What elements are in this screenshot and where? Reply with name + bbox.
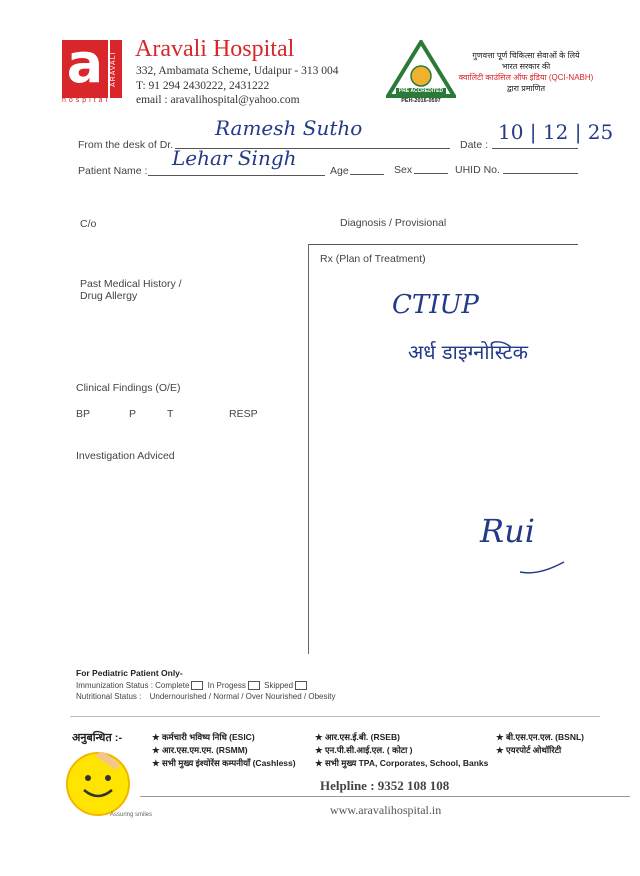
affiliation-rseb: ★ आर.एस.ई.बी. (RSEB) (315, 732, 400, 742)
patient-name-line (148, 175, 325, 176)
affiliation-airport: ★ एयरपोर्ट ओथॉरिटी (496, 745, 562, 755)
doctor-signature: Rui (480, 512, 535, 550)
immunization-row (76, 681, 309, 690)
affiliation-cashless: ★ सभी मुख्य इंश्योरेंस कम्पनीयॉं (Cashless) (152, 758, 296, 768)
rx-divider (308, 244, 309, 654)
option-complete: Complete (155, 681, 190, 690)
immunization-label: Immunization Status : (76, 681, 153, 690)
diagnosis-label: Diagnosis / Provisional (340, 217, 447, 229)
from-desk-label: From the desk of Dr. (78, 139, 174, 151)
affiliation-bsnl: ★ बी.एस.एन.एल. (BSNL) (496, 732, 584, 742)
helpline-divider (140, 796, 630, 797)
patient-name-handwritten: Lehar Singh (172, 146, 297, 170)
accreditation-line-3: क्वालिटी काउंसिल ऑफ इंडिया (QCI-NABH) (458, 73, 594, 82)
affiliation-npcil: ★ एन.पी.सी.आई.एल. ( कोटा ) (315, 745, 413, 755)
accreditation-line-4: द्वारा प्रमाणित (506, 84, 546, 93)
date-handwritten: 10 | 12 | 25 (498, 120, 614, 144)
badge-text: PRE ACCREDITED (398, 88, 444, 94)
age-label: Age (330, 165, 349, 177)
footer-divider (70, 716, 600, 717)
option-skipped: Skipped (264, 681, 294, 690)
affiliation-rsmm: ★ आर.एस.एम.एम. (RSMM) (152, 745, 248, 755)
sex-label: Sex (394, 164, 413, 176)
vital-t: T (167, 408, 174, 420)
nutritional-label: Nutritional Status : (76, 692, 142, 701)
option-in-progress: In Progess (207, 681, 246, 690)
hospital-email: email : aravalihospital@yahoo.com (136, 94, 300, 106)
drug-allergy-label: Drug Allergy (80, 290, 138, 302)
prescription-line-2: अर्ध डाइग्नोस्टिक (408, 340, 528, 364)
uhid-label: UHID No. (455, 164, 500, 176)
website: www.aravalihospital.in (330, 803, 442, 817)
rx-label: Rx (Plan of Treatment) (320, 253, 426, 265)
checkbox-skipped[interactable] (295, 681, 307, 690)
past-history-label: Past Medical History / (80, 278, 182, 290)
prescription-line-1: CTIUP (392, 290, 479, 320)
sex-line (414, 173, 448, 174)
rx-top-line (308, 244, 578, 245)
accreditation-line-2: भारत सरकार की (501, 62, 551, 71)
smiley-caption: Assuring smiles (110, 812, 153, 818)
hospital-name: Aravali Hospital (135, 36, 295, 62)
accreditation-line-1: गुणवत्ता पूर्ण चिकित्सा सेवाओं के लिये (472, 51, 580, 60)
hospital-address: 332, Ambamata Scheme, Udaipur - 313 004 (136, 65, 339, 77)
anubandhit-label: अनुबन्धित :- (72, 732, 123, 744)
date-label: Date : (460, 139, 489, 151)
nutritional-row (76, 692, 335, 701)
nabh-badge-icon (386, 40, 456, 106)
affiliation-esic: ★ कर्मचारी भविष्य निधि (ESIC) (152, 732, 255, 742)
logo-sub-text: hospital (62, 97, 111, 104)
vital-resp: RESP (229, 408, 258, 420)
logo-letter: a (66, 32, 104, 95)
signature-underline (518, 552, 568, 576)
checkbox-complete[interactable] (191, 681, 203, 690)
date-line (492, 148, 578, 149)
hospital-phone: T: 91 294 2430222, 2431222 (136, 80, 270, 92)
smiley-face-icon (66, 752, 130, 816)
clinical-findings-label: Clinical Findings (O/E) (76, 382, 181, 394)
doctor-name-handwritten: Ramesh Sutho (215, 116, 363, 140)
nutritional-values: Undernourished / Normal / Over Nourished / Obesity (149, 692, 336, 701)
vital-p: P (129, 408, 137, 420)
patient-name-label: Patient Name : (78, 165, 148, 177)
helpline: Helpline : 9352 108 108 (320, 778, 450, 793)
co-label: C/o (80, 218, 97, 230)
vital-bp: BP (76, 408, 91, 420)
investigation-label: Investigation Adviced (76, 450, 175, 462)
logo-side-text: ARAVALI (110, 40, 122, 98)
affiliation-tpa: ★ सभी मुख्य TPA, Corporates, School, Banks (315, 758, 489, 768)
pediatric-title: For Pediatric Patient Only- (76, 668, 183, 678)
badge-code: PEH-2016-0597 (401, 98, 441, 104)
uhid-line (503, 173, 578, 174)
age-line (350, 174, 384, 175)
checkbox-in-progress[interactable] (248, 681, 260, 690)
